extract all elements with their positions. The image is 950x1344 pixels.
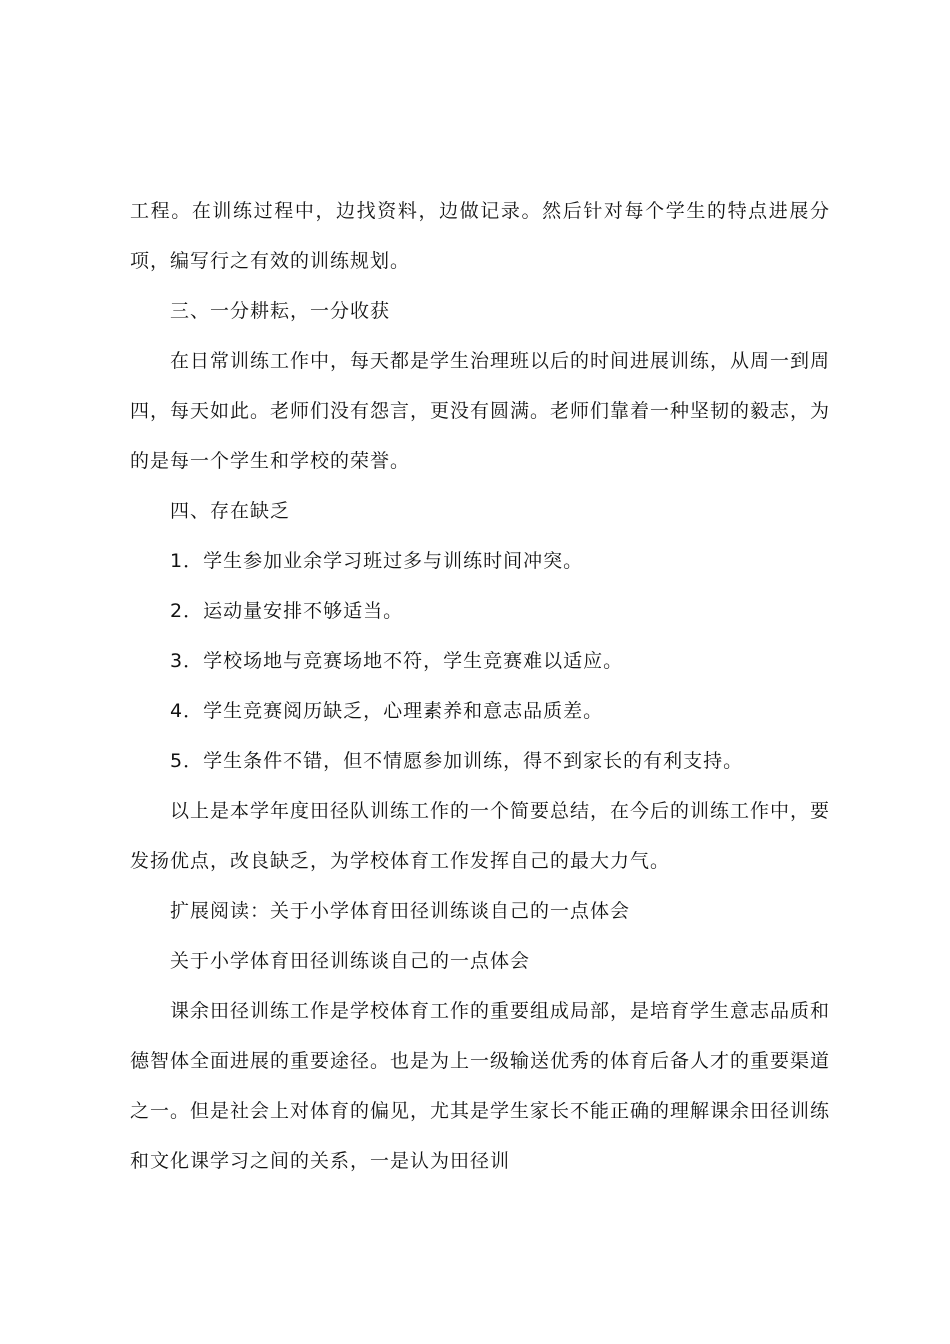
document-body (130, 186, 830, 1186)
paragraph-continuation: 工程。在训练过程中，边找资料，边做记录。然后针对每个学生的特点进展分项，编写行之有效的训练规划。 (130, 200, 830, 272)
section-heading-4: 四、存在缺乏 (170, 500, 291, 522)
list-item-5: 5．学生条件不错，但不情愿参加训练，得不到家长的有利支持。 (170, 750, 744, 772)
list-item-3: 3．学校场地与竞赛场地不符，学生竞赛难以适应。 (170, 650, 624, 672)
list-item-4: 4．学生竞赛阅历缺乏，心理素养和意志品质差。 (170, 700, 604, 722)
paragraph-daily-training: 在日常训练工作中，每天都是学生治理班以后的时间进展训练，从周一到周四，每天如此。老师们没有怨言，更没有圆满。老师们靠着一种坚韧的毅志，为的是每一个学生和学校的荣誉。 (130, 350, 831, 472)
article-title: 关于小学体育田径训练谈自己的一点体会 (170, 950, 531, 972)
list-item-1: 1．学生参加业余学习班过多与训练时间冲突。 (170, 550, 584, 572)
section-heading-3: 三、一分耕耘，一分收获 (170, 300, 391, 322)
extended-reading-heading: 扩展阅读：关于小学体育田径训练谈自己的一点体会 (170, 900, 631, 922)
list-item-2: 2．运动量安排不够适当。 (170, 600, 404, 622)
paragraph-summary: 以上是本学年度田径队训练工作的一个简要总结，在今后的训练工作中，要发扬优点，改良缺乏，为学校体育工作发挥自己的最大力气。 (130, 800, 831, 872)
paragraph-article-body: 课余田径训练工作是学校体育工作的重要组成局部，是培育学生意志品质和德智体全面进展的重要途径。也是为上一级输送优秀的体育后备人才的重要渠道之一。但是社会上对体育的偏见，尤其是学生家长不能正确的理解课余田径训练和文化课学习之间的关系，一是认为田径训 (130, 1000, 831, 1172)
